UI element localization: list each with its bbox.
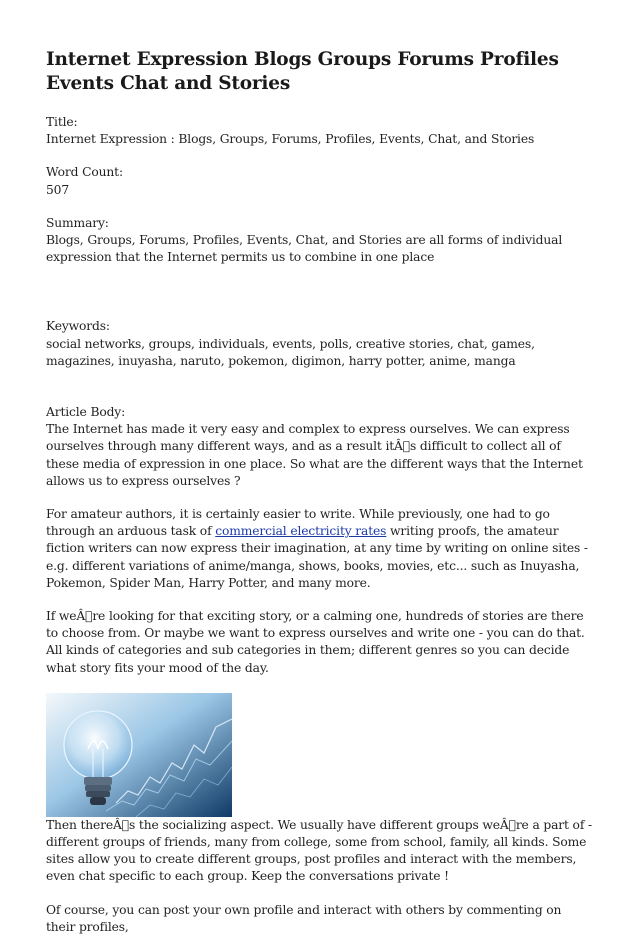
keywords-value: social networks, groups, individuals, events, polls, creative stories, chat, games, magazines, inuyasha, naruto, pokemon, digimon, harry potter, anime, manga [46,336,535,368]
wordcount-label: Word Count: [46,165,123,180]
paragraph-1: The Internet has made it very easy and complex to express ourselves. We can express ourselves through many different ways, and as a result itÂ s difficult to collect all of these media of expression in one place. So what are the different ways that the Internet allows us to express ourselves ? [46,422,583,488]
lightbulb-photo-icon [46,693,232,817]
paragraph-2-start: For amateur authors, it is certainly easier to write. While previously, one had to go through an arduous task of [46,507,550,539]
title-field [46,114,594,148]
keywords-label: Keywords: [46,319,110,334]
title-value: Internet Expression : Blogs, Groups, Forums, Profiles, Events, Chat, and Stories [46,132,535,147]
lightbulb-image [46,693,232,817]
paragraph-5: Of course, you can post your own profile and interact with others by commenting on their profiles, [46,902,562,934]
paragraph-2 [46,506,594,592]
paragraph-4: Then thereÂ s the socializing aspect. We usually have different groups weÂ re a part of - different groups of friends, many from college, some from school, family, all kinds. Some sites allow you to create different groups, post profiles and interact with the members, even chat specific to each group. Keep the conversations private ! [46,817,592,884]
commercial-electricity-rates-link[interactable]: commercial electricity rates [215,524,387,539]
wordcount-field [46,164,594,198]
summary-field [46,215,594,267]
article-body-label: Article Body: [46,405,126,420]
title-label: Title: [46,115,78,129]
summary-value: Blogs, Groups, Forums, Profiles, Events, Chat, and Stories are all forms of individual expression that the Internet permits us to combine in one place [46,233,563,265]
summary-label: Summary: [46,215,109,230]
wordcount-value: 507 [46,182,70,197]
paragraph-2-end: writing proofs, the amateur fiction writers can now express their imagination, at any time by writing on online sites - e.g. different variations of anime/manga, shows, books, movies, etc... such as Inuyasha, Pokemon, Spider Man, Harry Potter, and many more. [46,524,588,590]
keywords-field [46,318,594,370]
document-heading: Internet Expression Blogs Groups Forums Profiles Events Chat and Stories [46,49,559,94]
document-body [46,48,594,952]
paragraph-3: If weÂ re looking for that exciting story, or a calming one, hundreds of stories are there to choose from. Or maybe we want to express ourselves and write one - you can do that. All kinds of categories and sub categories in them; different genres so you can decide what story fits your mood of the day. [46,609,585,675]
